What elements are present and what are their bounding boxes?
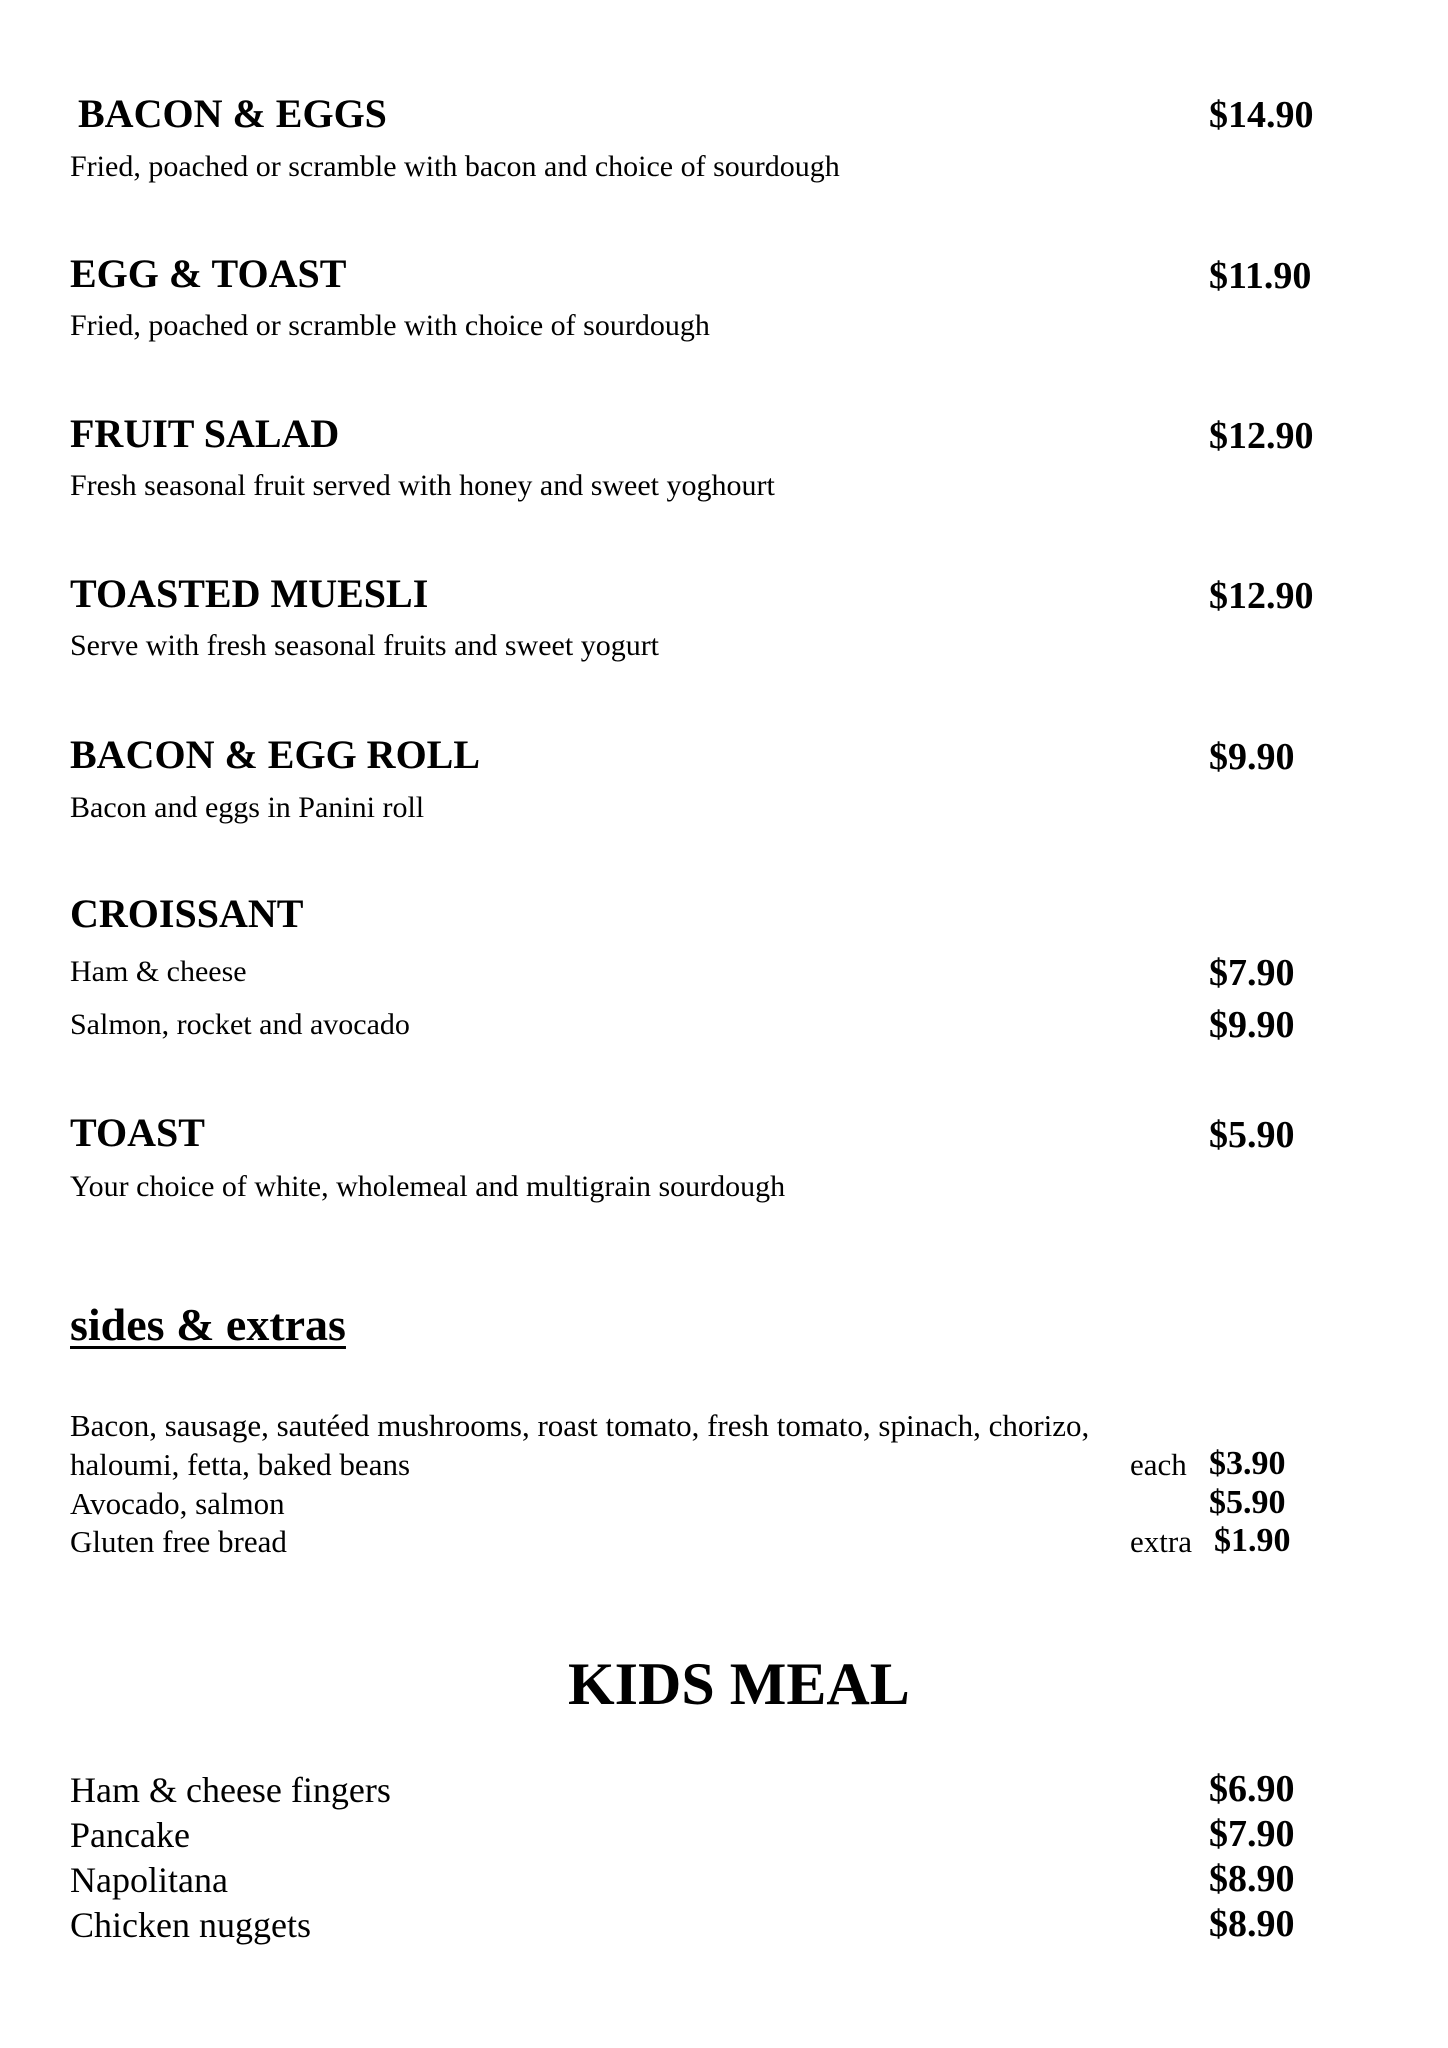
sides-line: haloumi, fetta, baked beans [70,1447,411,1482]
croissant-option-label: Salmon, rocket and avocado [70,1008,410,1041]
menu-item-price: $9.90 [1209,736,1295,778]
menu-item-price: $14.90 [1209,94,1314,136]
menu-item-title: TOASTED MUESLI [70,571,429,616]
sides-price: $5.90 [1209,1484,1286,1521]
menu-item-description: Serve with fresh seasonal fruits and sweet yogurt [70,629,660,662]
menu-item-title: FRUIT SALAD [70,411,340,456]
sides-line: Bacon, sausage, sautéed mushrooms, roast tomato, fresh tomato, spinach, chorizo, [70,1408,1090,1443]
kids-item-price: $8.90 [1209,1903,1295,1945]
sides-line: Gluten free bread [70,1524,287,1559]
menu-item-price: $12.90 [1209,575,1314,617]
croissant-option-price: $7.90 [1209,952,1295,994]
croissant-option-price: $9.90 [1209,1004,1295,1046]
kids-item-price: $7.90 [1209,1813,1295,1855]
menu-item-title: BACON & EGG ROLL [70,732,481,777]
toast-price: $5.90 [1209,1114,1295,1156]
menu-item-description: Fried, poached or scramble with choice of sourdough [70,309,710,342]
menu-item-description: Fried, poached or scramble with bacon and choice of sourdough [70,150,840,183]
kids-heading: KIDS MEAL [568,1651,910,1717]
sides-heading: sides & extras [70,1299,346,1350]
sides-line: Avocado, salmon [70,1486,285,1521]
menu-item-price: $11.90 [1209,255,1312,297]
croissant-title: CROISSANT [70,891,304,936]
sides-price: $3.90 [1209,1445,1286,1482]
kids-item-label: Pancake [70,1815,190,1855]
sides-qualifier: extra [1130,1524,1192,1559]
kids-item-price: $6.90 [1209,1768,1295,1810]
kids-item-label: Napolitana [70,1860,228,1900]
croissant-option-label: Ham & cheese [70,955,247,988]
menu-item-title: BACON & EGGS [78,91,387,136]
toast-description: Your choice of white, wholemeal and multigrain sourdough [70,1170,786,1203]
menu-item-price: $12.90 [1209,415,1314,457]
menu-item-title: EGG & TOAST [70,251,347,296]
kids-item-label: Chicken nuggets [70,1905,311,1945]
kids-item-label: Ham & cheese fingers [70,1770,391,1810]
sides-price: $1.90 [1214,1522,1291,1559]
kids-item-price: $8.90 [1209,1858,1295,1900]
menu-item-description: Fresh seasonal fruit served with honey and sweet yoghourt [70,469,775,502]
menu-item-description: Bacon and eggs in Panini roll [70,791,425,824]
sides-qualifier: each [1130,1447,1187,1482]
toast-title: TOAST [70,1110,205,1155]
